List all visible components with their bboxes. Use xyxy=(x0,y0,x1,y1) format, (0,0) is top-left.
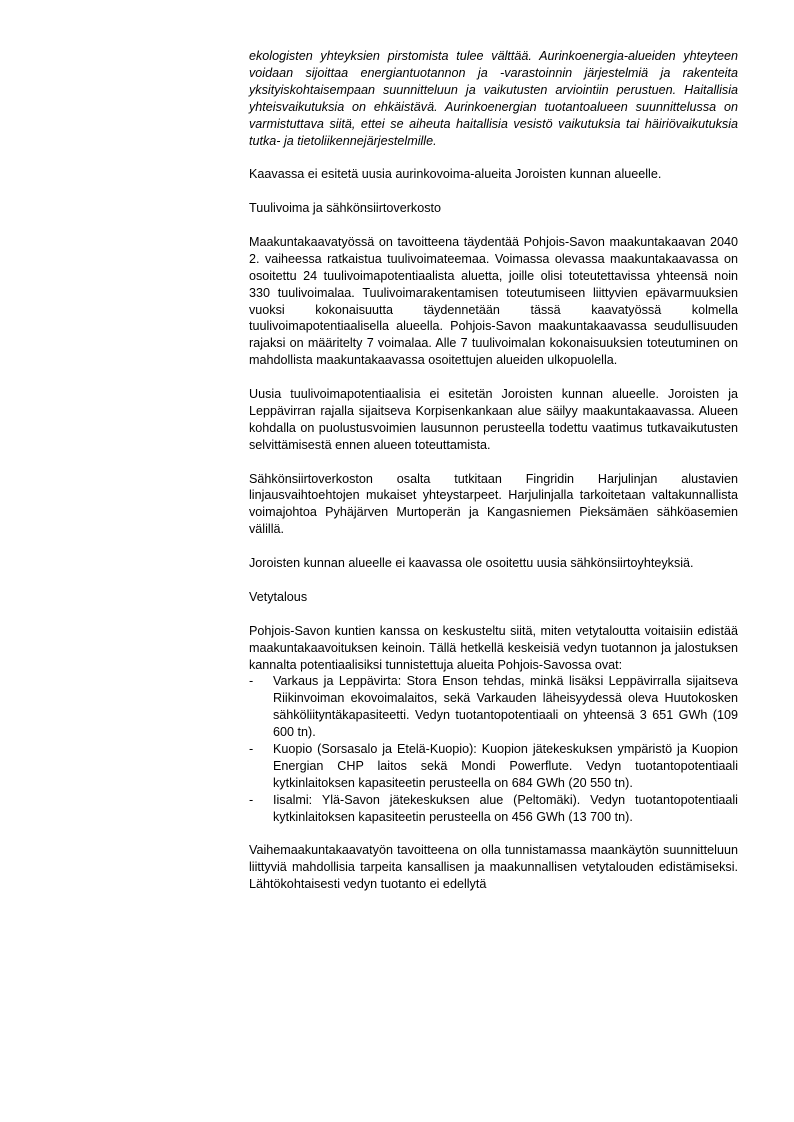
paragraph-solar-energy-requirements: ekologisten yhteyksien pirstomista tulee välttää. Aurinkoenergia-alueiden yhteyteen voidaan sijoittaa energiantuotannon ja -varastoinnin järjestelmiä ja rakenteita yksityiskohtaisempaan suunnitteluun ja vaikutusten arviointiin perustuen. Haitallisia yhteisvaikutuksia on ehkäistävä. Aurinkoenergian tuotantoalueen suunnittelussa on varmistuttava siitä, ettei se aiheuta haitallisia vesistö vaikutuksia tai häiriövaikutuksia tutka- ja tietoliikennejärjestelmille. xyxy=(249,49,738,148)
heading-hydrogen-economy: Vetytalous xyxy=(249,589,308,604)
paragraph-wind-joroinen: Uusia tuulivoimapotentiaalisia ei esitetän Joroisten kunnan alueelle. Joroisten ja Leppävirran rajalla sijaitseva Korpisenkankaan alue säilyy maakuntakaavassa. Alueen kohdalla on puolustusvoimien lausunnon perusteella todettu vaatimus tutkavaikutusten selvittämisestä ennen alueen toteuttamista. xyxy=(249,387,738,452)
list-item xyxy=(249,792,738,826)
paragraph-hydrogen-goals: Vaihemaakuntakaavatyön tavoitteena on olla tunnistamassa maankäytön suunnitteluun liittyviä mahdollisia tarpeita kansallisen ja maakunnallisen vetytalouden edistämiseksi. Lähtökohtaisesti vedyn tuotanto ei edellytä xyxy=(249,843,738,892)
list-dash: - xyxy=(249,742,254,757)
paragraph-solar-joroinen: Kaavassa ei esitetä uusia aurinkovoima-alueita Joroisten kunnan alueelle. xyxy=(249,167,662,182)
list-item-text: Kuopio (Sorsasalo ja Etelä-Kuopio): Kuopion jätekeskuksen ympäristö ja Kuopion Energian CHP laitos sekä Mondi Powerflute. Vedyn tuotantopotentiaali kytkinlaitoksen kapasiteetin perusteella on 684 GWh (20 550 tn). xyxy=(273,742,738,790)
paragraph-hydrogen-intro: Pohjois-Savon kuntien kanssa on keskusteltu siitä, miten vetytaloutta voitaisiin edistää maakuntakaavoituksen keinoin. Tällä hetkellä keskeisiä vedyn tuotannon ja jalostuksen kannalta potentiaalisiksi tunnistettuja alueita Pohjois-Savossa ovat: xyxy=(249,623,738,672)
list-item-text: Iisalmi: Ylä-Savon jätekeskuksen alue (Peltomäki). Vedyn tuotantopotentiaali kytkinlaitoksen kapasiteetin perusteella on 456 GWh (13 700 tn). xyxy=(273,792,738,824)
list-dash: - xyxy=(249,674,254,689)
list-dash: - xyxy=(249,792,254,807)
heading-wind-power: Tuulivoima ja sähkönsiirtoverkosto xyxy=(249,201,442,216)
hydrogen-areas-list xyxy=(249,673,738,825)
list-item xyxy=(249,673,738,741)
list-item xyxy=(249,741,738,792)
list-item-text: Varkaus ja Leppävirta: Stora Enson tehdas, minkä lisäksi Leppävirralla sijaitseva Riikinvoiman ekovoimalaitos, sekä Varkauden läheisyydessä oleva Huutokosken sähköliityntäkapasiteetti. Vedyn tuotantopotentiaali on yhteensä 3 651 GWh (109 600 tn). xyxy=(273,674,738,740)
document-body xyxy=(249,48,738,910)
paragraph-power-grid: Sähkönsiirtoverkoston osalta tutkitaan Fingridin Harjulinjan alustavien linjausvaihtoehtojen mukaiset yhteystarpeet. Harjulinjalla tarkoitetaan valtakunnallista voimajohtoa Pyhäjärven Murtoperän ja Kangasniemen Pieksämäen sähköasemien välillä. xyxy=(249,471,738,537)
paragraph-grid-joroinen: Joroisten kunnan alueelle ei kaavassa ole osoitettu uusia sähkönsiirtoyhteyksiä. xyxy=(249,556,694,571)
paragraph-wind-power-plan: Maakuntakaavatyössä on tavoitteena täydentää Pohjois-Savon maakuntakaavan 2040 2. vaiheessa ratkaistua tuulivoimateemaa. Voimassa olevassa maakuntakaavassa on osoitettu 24 tuulivoimapotentiaalista aluetta, joille olisi toteutettavissa yhteensä noin 330 tuulivoimalaa. Tuulivoimarakentamisen toteutumiseen liittyvien epävarmuuksien vuoksi kokonaisuutta täydennetään tässä kaavatyössä kolmella tuulivoimapotentiaalisella alueella. Pohjois-Savon maakuntakaavassa seudullisuuden rajaksi on määritelty 7 voimalaa. Alle 7 tuulivoimalan kokonaisuuksien toteutuminen on mahdollista maakuntakaavassa osoitettujen alueiden ulkopuolella. xyxy=(249,234,738,368)
